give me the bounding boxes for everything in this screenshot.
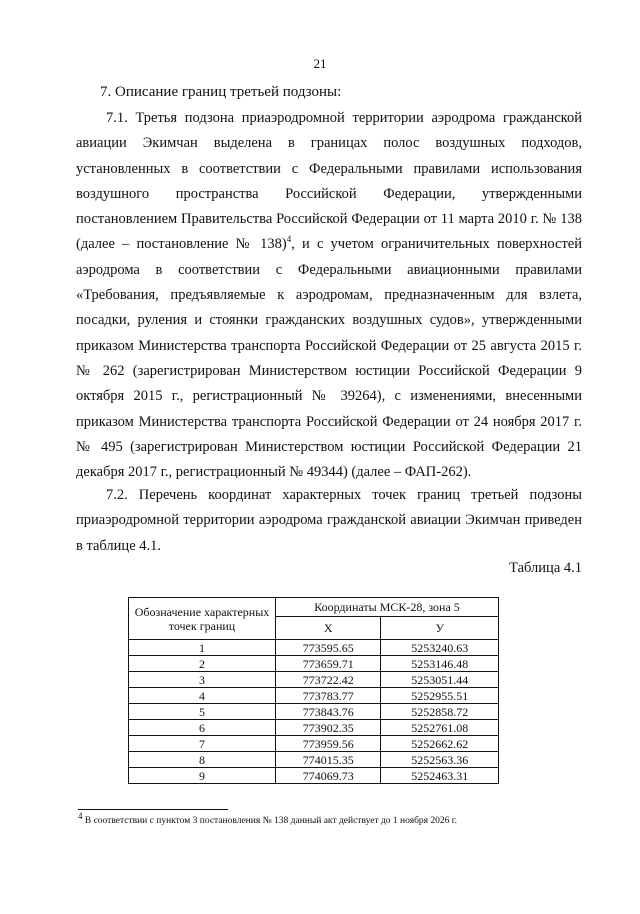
x-value: 773902.35 [276, 720, 381, 736]
y-value: 5252463.31 [381, 768, 499, 784]
x-value: 773595.65 [276, 640, 381, 656]
y-value: 5252563.36 [381, 752, 499, 768]
x-value: 773659.71 [276, 656, 381, 672]
table-row [129, 736, 499, 752]
table-row [129, 752, 499, 768]
point-number: 3 [129, 672, 276, 688]
point-number: 5 [129, 704, 276, 720]
y-value: 5252955.51 [381, 688, 499, 704]
table-row [129, 640, 499, 656]
paragraph-7-1-continuation: , и с учетом ограничительных поверхностей аэродрома в соответствии с Федеральными авиационными правилами «Требования, предъявляемые к аэродромам, предназначенным для взлета, посадки, руления и стоянки гражданских воздушных судов», утвержденными приказом Министерства транспорта Российской Федерации от 25 августа 2015 г. № 262 (зарегистрирован Министерством юстиции Российской Федерации 9 октября 2015 г., регистрационный № 39264), с изменениями, внесенными приказом Министерства транспорта Российской Федерации от 24 ноября 2017 г. № 495 (зарегистрирован Министерством юстиции Российской Федерации 21 декабря 2017 г., регистрационный № 49344) (далее – ФАП-262). [76, 236, 582, 481]
paragraph-7-1 [76, 106, 582, 485]
footnote [78, 811, 457, 827]
table-body [129, 640, 499, 784]
y-value: 5252858.72 [381, 704, 499, 720]
coordinates-table [128, 597, 499, 784]
point-number: 4 [129, 688, 276, 704]
footnote-reference[interactable]: 4 [286, 234, 292, 245]
y-value: 5252761.08 [381, 720, 499, 736]
x-value: 773959.56 [276, 736, 381, 752]
table-row [129, 656, 499, 672]
paragraph-7-2: 7.2. Перечень координат характерных точек границ третьей подзоны приаэродромной территории аэродрома гражданской авиации Экимчан приведен в таблице 4.1. [76, 487, 582, 554]
section-heading: 7. Описание границ третьей подзоны: [100, 84, 342, 100]
x-value: 773722.42 [276, 672, 381, 688]
footnote-mark: 4 [78, 811, 83, 821]
table-caption: Таблица 4.1 [509, 560, 582, 576]
x-value: 773783.77 [276, 688, 381, 704]
point-number: 7 [129, 736, 276, 752]
x-value: 774015.35 [276, 752, 381, 768]
point-number: 2 [129, 656, 276, 672]
footnote-divider [78, 809, 228, 810]
point-number: 1 [129, 640, 276, 656]
x-value: 774069.73 [276, 768, 381, 784]
y-value: 5253146.48 [381, 656, 499, 672]
page-number: 21 [313, 56, 327, 71]
y-value: 5253240.63 [381, 640, 499, 656]
x-column-header: X [276, 617, 381, 640]
y-value: 5252662.62 [381, 736, 499, 752]
table-row [129, 672, 499, 688]
coordinates-group-header: Координаты МСК-28, зона 5 [276, 598, 499, 617]
point-number: 8 [129, 752, 276, 768]
footnote-text: В соответствии с пунктом 3 постановления № 138 данный акт действует до 1 ноября 2026 г. [82, 816, 457, 827]
paragraph-7-1-text: 7.1. Третья подзона приаэродромной территории аэродрома гражданской авиации Экимчан выделена в границах полос воздушных подходов, установленных в соответствии с Федеральными правилами использования воздушного пространства Российской Федерации, утвержденными постановлением Правительства Российской Федерации от 11 марта 2010 г. № 138 (далее – постановление № 138) [76, 110, 582, 253]
table-row [129, 720, 499, 736]
x-value: 773843.76 [276, 704, 381, 720]
point-number: 9 [129, 768, 276, 784]
table-row [129, 768, 499, 784]
point-number: 6 [129, 720, 276, 736]
y-value: 5253051.44 [381, 672, 499, 688]
point-designation-header: Обозначение характерных точек границ [129, 598, 276, 640]
table-row [129, 704, 499, 720]
table-row [129, 688, 499, 704]
y-column-header: У [381, 617, 499, 640]
